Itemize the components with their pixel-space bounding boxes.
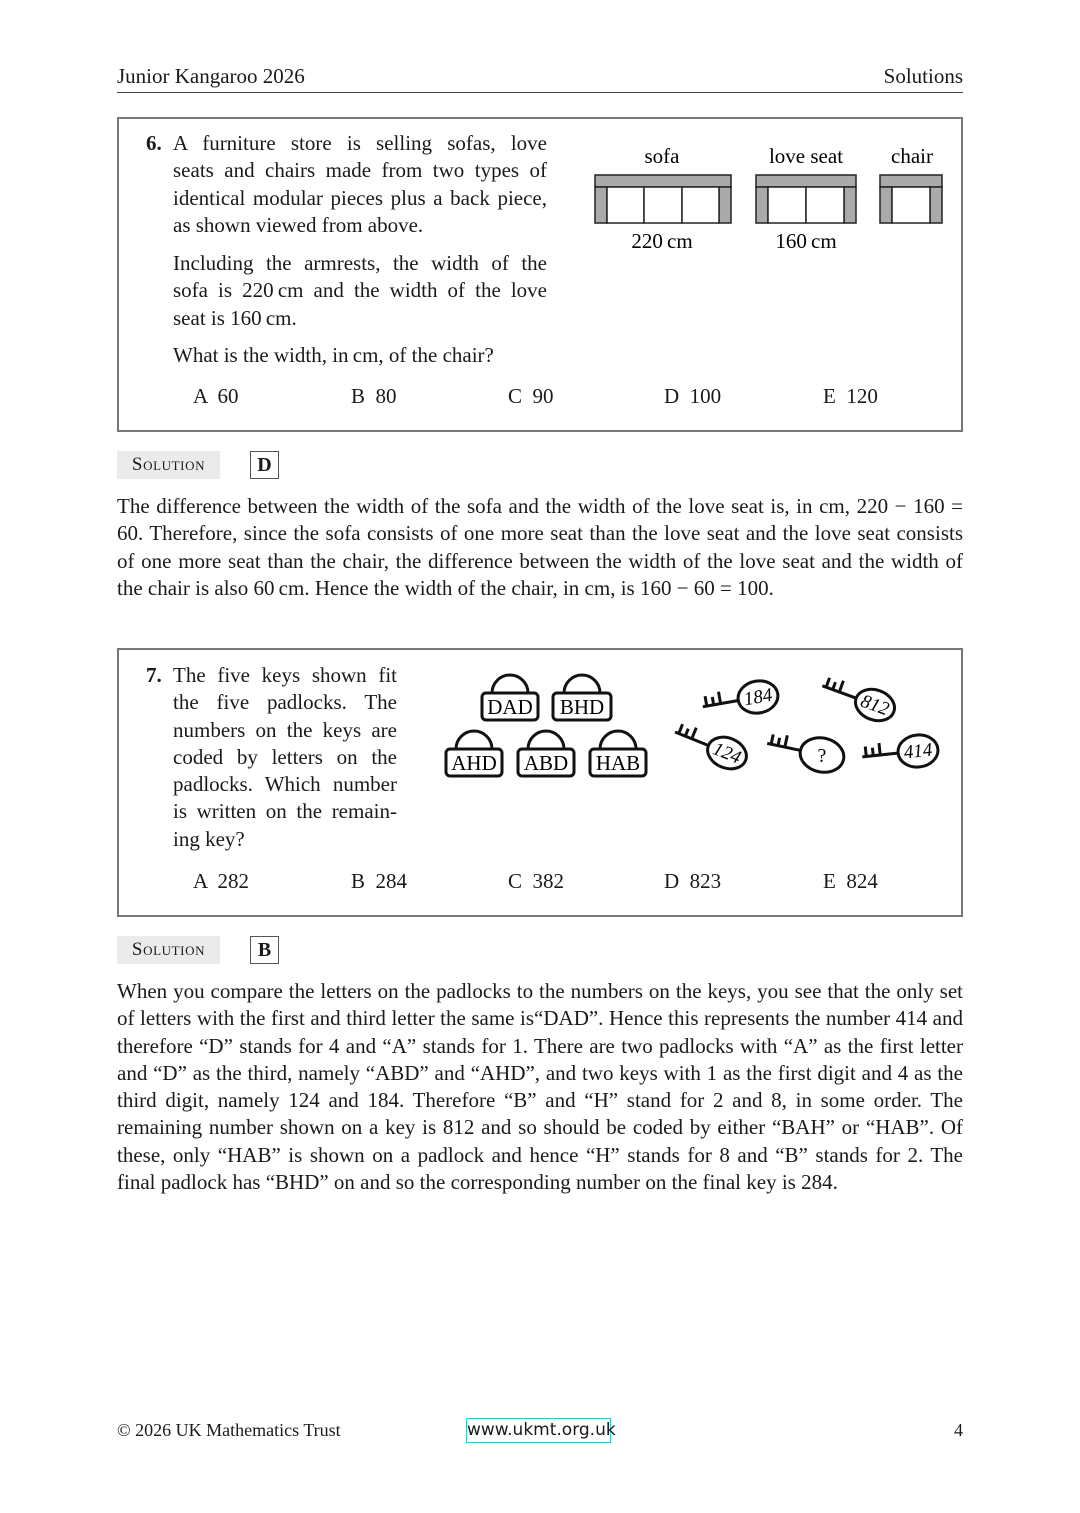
text-line: The five keys shown fit	[173, 663, 397, 687]
loveseat-diagram	[756, 175, 856, 223]
option-c: C 382	[508, 869, 565, 893]
chair-label: chair	[891, 144, 933, 168]
text-line: as shown viewed from above.	[173, 212, 424, 237]
text-line: seats and chairs made from two types of	[173, 158, 547, 183]
padlock-label: DAD	[487, 695, 533, 719]
key-icon	[764, 727, 847, 776]
text-line: coded by letters on the	[173, 744, 397, 769]
solution-7-text: When you compare the letters on the padlocks to the numbers on the keys, you see that the only set of letters with the first and third letter the same is“DAD”. Hence this represents the number 414 and therefore “D” stands for 4 and “A” stands for 1. There are two padlocks with “A” as the first letter and “D” as the third, namely “ABD” and “AHD”, and two keys with 1 as the first digit and 4 as the third digit, namely 124 and 184. Therefore “B” and “H” stand for 2 and 8, in some order. The remaining number shown on a key is 812 and so should be coded by either “BAH” or “HAB”. Of these, only “HAB” is shown on a padlock and hence “H” stands for 8 and “B” stands for 2. The final padlock has “BHD” on and so the corresponding number on the final key is 284.	[117, 979, 963, 1195]
option-b: B 80	[351, 384, 397, 408]
copyright: © 2026 UK Mathematics Trust	[117, 1420, 341, 1440]
question-6-given	[173, 250, 547, 332]
loveseat-label: love seat	[768, 144, 844, 168]
text-line: seat is 160 cm.	[173, 305, 297, 330]
text-line: ing key?	[173, 826, 245, 851]
solution-label: Solution	[117, 451, 220, 479]
text-line: padlocks. Which number	[173, 772, 397, 797]
header-rule	[117, 92, 963, 93]
option-c: C 90	[508, 384, 554, 408]
option-b: B 284	[351, 869, 408, 893]
chair-diagram	[880, 175, 942, 223]
question-6-prompt: What is the width, in cm, of the chair?	[173, 343, 494, 367]
question-6-text	[173, 130, 547, 239]
answer-box: B	[250, 936, 279, 964]
running-title: Junior Kangaroo 2026	[117, 64, 305, 88]
padlock-label: HAB	[595, 751, 641, 775]
text-line: numbers on the keys are	[173, 717, 397, 742]
solution-6-text: The difference between the width of the sofa and the width of the love seat is, in cm, 220 − 160 = 60. Therefore, since the sofa consists of one more seat than the love seat and the love seat consists of one more seat than the chair, the difference between the width of the love seat and the width of the chair is also 60 cm. Hence the width of the chair, in cm, is 160 − 60 = 100.	[117, 494, 963, 600]
padlock-label: ABD	[523, 751, 569, 775]
question-number: 6.	[146, 131, 162, 155]
padlock-label: BHD	[559, 695, 605, 719]
solution-label: Solution	[117, 936, 220, 964]
sofa-diagram	[595, 175, 731, 223]
sofa-label: sofa	[644, 144, 680, 168]
text-line: is written on the remain-	[173, 799, 397, 824]
option-a: A 60	[193, 384, 239, 408]
key-label: 812	[857, 690, 892, 721]
section-name: Solutions	[883, 64, 963, 88]
key-label: 414	[902, 739, 934, 764]
option-a: A 282	[193, 869, 250, 893]
text-line: Including the armrests, the width of the	[173, 251, 547, 275]
text-line: A furniture store is selling sofas, love	[173, 131, 547, 155]
text-line: the five padlocks. The	[173, 690, 397, 715]
key-label: 124	[709, 738, 744, 769]
answer-box: D	[250, 451, 279, 479]
key-label: ?	[817, 745, 827, 767]
padlocks-and-keys-figure	[440, 665, 950, 790]
option-d: D 100	[664, 384, 722, 408]
question-7-text	[173, 662, 397, 853]
sofa-width-label: 220 cm	[631, 229, 693, 253]
key-label: 184	[742, 684, 774, 711]
text-line: identical modular pieces plus a back piece,	[173, 185, 547, 210]
furniture-figure	[590, 140, 950, 260]
padlock-label: AHD	[451, 751, 497, 775]
website-link[interactable]: www.ukmt.org.uk	[466, 1418, 611, 1443]
loveseat-width-label: 160 cm	[775, 229, 837, 253]
option-e: E 824	[823, 869, 878, 893]
question-number: 7.	[146, 663, 162, 687]
option-d: D 823	[664, 869, 722, 893]
page-number: 4	[954, 1420, 963, 1440]
text-line: sofa is 220 cm and the width of the love	[173, 278, 547, 303]
option-e: E 120	[823, 384, 878, 408]
